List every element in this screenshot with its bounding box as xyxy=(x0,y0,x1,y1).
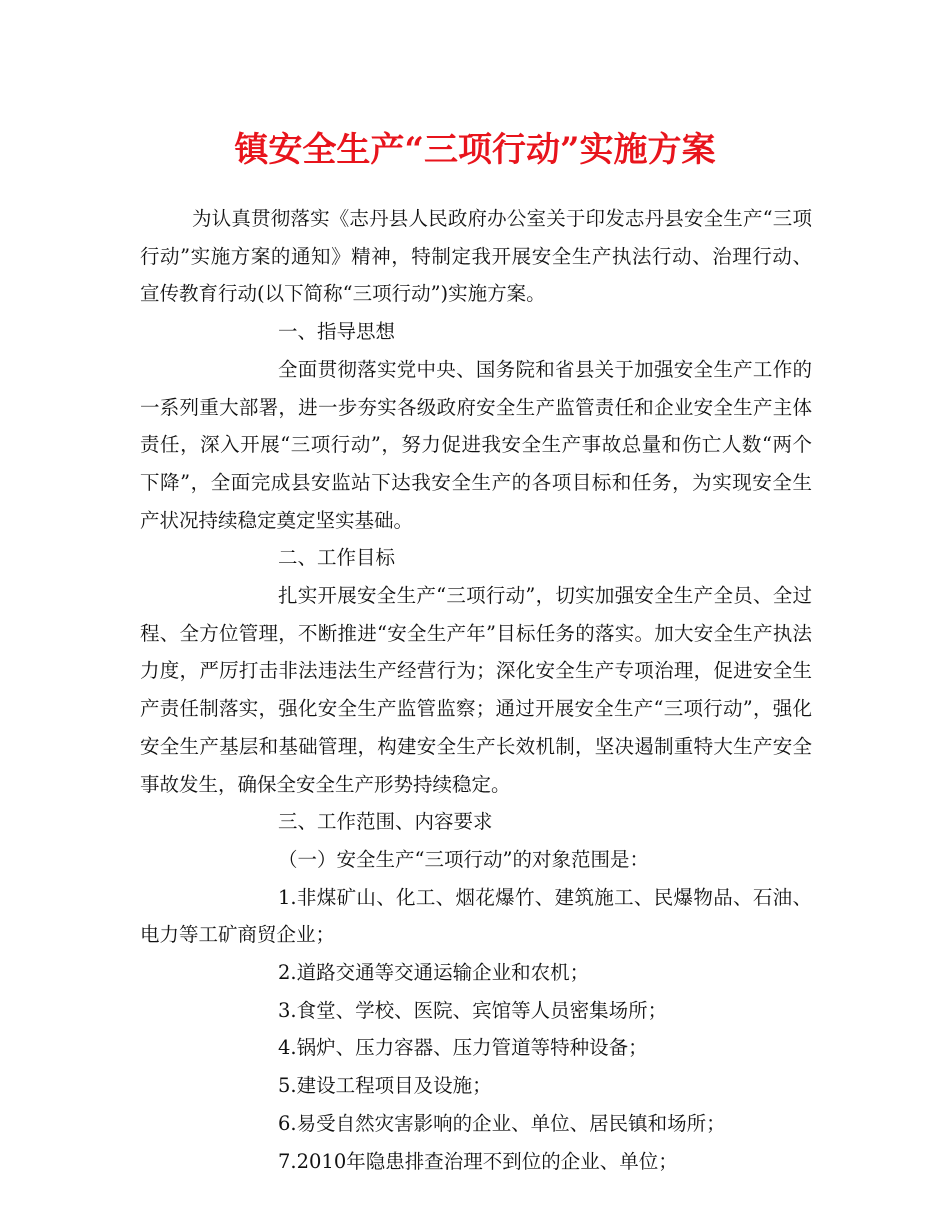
document-title: 镇安全生产“三项行动”实施方案 xyxy=(234,130,716,170)
document-body xyxy=(140,200,812,1180)
guiding-ideology-paragraph: 全面贯彻落实党中央、国务院和省县关于加强安全生产工作的一系列重大部署，进一步夯实各级政府安全生产监管责任和企业安全生产主体责任，深入开展“三项行动”，努力促进我安全生产事故总量和伤亡人数“两个下降”，全面完成县安监站下达我安全生产的各项目标和任务，为实现安全生产状况持续稳定奠定坚实基础。 xyxy=(140,357,812,532)
list-item: 1.非煤矿山、化工、烟花爆竹、建筑施工、民爆物品、石油、电力等工矿商贸企业； xyxy=(140,885,812,947)
list-item: 7.2010年隐患排查治理不到位的企业、单位； xyxy=(278,1149,678,1173)
list-item: 2.道路交通等交通运输企业和农机； xyxy=(278,961,590,985)
work-objectives-paragraph: 扎实开展安全生产“三项行动”，切实加强安全生产全员、全过程、全方位管理，不断推进“安全生产年”目标任务的落实。加大安全生产执法力度，严厉打击非法违法生产经营行为；深化安全生产专项治理，促进安全生产责任制落实，强化安全生产监管监察；通过开展安全生产“三项行动”，强化安全生产基层和基础管理，构建安全生产长效机制，坚决遏制重特大生产安全事故发生，确保全安全生产形势持续稳定。 xyxy=(140,584,812,796)
list-item: 5.建设工程项目及设施； xyxy=(278,1074,492,1098)
list-item: 3.食堂、学校、医院、宾馆等人员密集场所； xyxy=(278,998,668,1022)
list-item: 4.锅炉、压力容器、压力管道等特种设备； xyxy=(278,1036,648,1060)
intro-paragraph: 为认真贯彻落实《志丹县人民政府办公室关于印发志丹县安全生产“三项行动”实施方案的通知》精神，特制定我开展安全生产执法行动、治理行动、宣传教育行动(以下简称“三项行动”)实施方案。 xyxy=(140,207,812,306)
subsection-heading-scope-targets: （一）安全生产“三项行动”的对象范围是： xyxy=(278,847,649,871)
section-heading-work-objectives: 二、工作目标 xyxy=(278,546,396,570)
section-heading-scope: 三、工作范围、内容要求 xyxy=(278,810,493,834)
section-heading-guiding-ideology: 一、指导思想 xyxy=(278,320,396,344)
list-item: 6.易受自然灾害影响的企业、单位、居民镇和场所； xyxy=(278,1111,726,1135)
